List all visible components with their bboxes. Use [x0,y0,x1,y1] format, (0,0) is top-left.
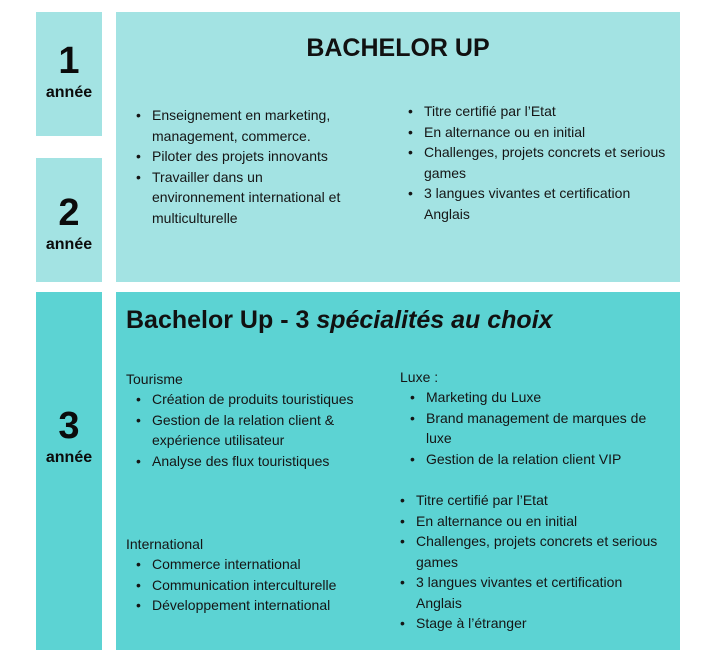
luxe-section [400,367,668,469]
list-item: • Analyse des flux touristiques [126,451,374,472]
specialites-title-plain: Bachelor Up - 3 [126,306,317,334]
year-1-box [36,12,102,136]
list-item: • Enseignement en marketing, management, commerce. [126,105,358,146]
list-item: • Challenges, projets concrets et serious games [390,531,668,572]
list-item: • Gestion de la relation client & expérience utilisateur [126,410,374,451]
bachelor-up-title: BACHELOR UP [306,34,490,62]
year-2-label: année [45,236,93,253]
year-3-number: 3 [58,405,80,447]
specialites-title-italic: spécialités au choix [316,306,553,334]
tourisme-list [126,389,374,471]
list-item: • Communication interculturelle [126,575,374,596]
tourisme-label: Tourisme [126,371,183,387]
list-item: • Travailler dans un environnement international et multiculturelle [126,167,358,229]
bachelor-up-left-column [126,105,358,228]
list-item: • Challenges, projets concrets et serious games [398,142,668,183]
list-item: • En alternance ou en initial [398,122,668,143]
list-item: • En alternance ou en initial [390,511,668,532]
list-item: • Marketing du Luxe [400,387,668,408]
list-item: • Commerce international [126,554,374,575]
year-2-number: 2 [58,192,80,234]
bachelor-up-panel [116,12,680,282]
luxe-list [400,387,668,469]
common-list [390,490,668,634]
international-list [126,554,374,616]
tourisme-section [126,369,374,471]
specialites-panel [116,292,680,650]
list-item: • Développement international [126,595,374,616]
year-3-box [36,292,102,650]
luxe-label: Luxe : [400,369,439,385]
common-section [390,490,668,634]
year-3-label: année [45,449,93,466]
bachelor-up-left-list [126,105,358,228]
year-1-number: 1 [58,40,80,82]
international-section [126,534,374,616]
list-item: • Brand management de marques de luxe [400,408,668,449]
international-label: International [126,536,204,552]
specialites-title [126,306,553,335]
bachelor-up-right-column [398,101,668,224]
list-item: • 3 langues vivantes et certification Anglais [398,183,668,224]
year-1-label: année [45,84,93,101]
list-item: • Création de produits touristiques [126,389,374,410]
list-item: • Titre certifié par l’Etat [398,101,668,122]
list-item: • Gestion de la relation client VIP [400,449,668,470]
year-2-box [36,158,102,282]
bachelor-up-right-list [398,101,668,224]
list-item: • 3 langues vivantes et certification Anglais [390,572,668,613]
list-item: • Stage à l’étranger [390,613,668,634]
list-item: • Piloter des projets innovants [126,146,358,167]
list-item: • Titre certifié par l’Etat [390,490,668,511]
